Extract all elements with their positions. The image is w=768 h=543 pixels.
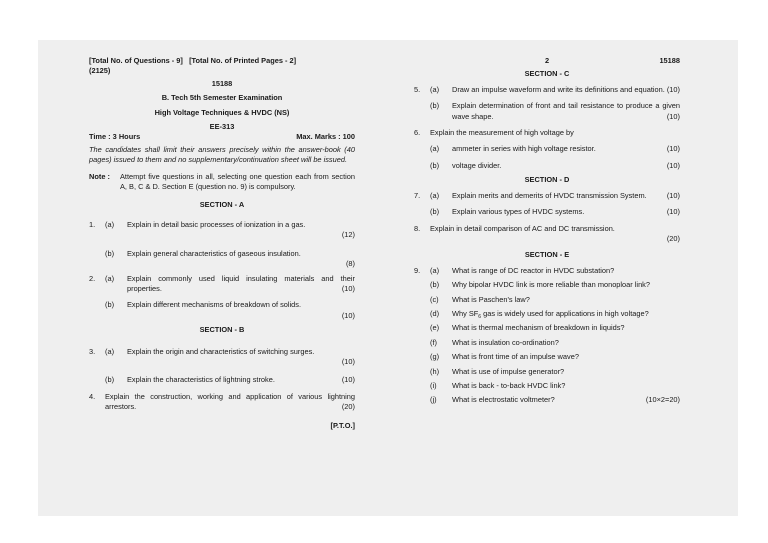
question-text: What is use of impulse generator? [452, 366, 565, 376]
section-b-title: SECTION - B [199, 325, 245, 335]
exam-title: B. Tech 5th Semester Examination [161, 93, 283, 103]
question-text: Explain the measurement of high voltage by [430, 128, 574, 138]
section-e-title: SECTION - E [524, 250, 570, 260]
question-9g: (g) What is front time of an impulse wave? [414, 352, 680, 362]
question-text: What is Paschen's law? [452, 294, 530, 304]
question-text: Explain different mechanisms of breakdown of solids. [127, 300, 302, 310]
marks: (10) [666, 160, 680, 170]
section-a-title: SECTION - A [199, 200, 245, 210]
question-4: 4. Explain the construction, working and application of various lightning arrestors. [89, 391, 355, 412]
page-two-code: 15188 [659, 56, 680, 65]
marks: (10) [341, 283, 355, 293]
question-text: ammeter in series with high voltage resistor. [452, 144, 596, 154]
question-text: Explain in detail basic processes of ionization in a gas. [127, 219, 306, 229]
section-d-title: SECTION - D [524, 175, 570, 185]
question-text: Why bipolar HVDC link is more reliable than monoploar link? [452, 280, 650, 290]
section-c-title: SECTION - C [524, 69, 570, 79]
question-text: Explain the origin and characteristics of switching surges. [127, 346, 315, 356]
question-text: Explain commonly used liquid insulating materials and their properties. [127, 273, 355, 293]
question-7a: 7. (a) Explain merits and demerits of HVDC transmission System. [414, 190, 647, 200]
max-marks: Max. Marks : 100 [296, 132, 355, 142]
marks: (10) [341, 375, 355, 385]
question-2a: 2. (a) Explain commonly used liquid insulating materials and their properties. [89, 273, 355, 293]
marks: (10) [666, 207, 680, 217]
time-label: Time : 3 Hours [89, 132, 141, 142]
marks: (20) [341, 402, 355, 412]
page-one [89, 56, 355, 431]
question-text: Explain the characteristics of lightning stroke. [127, 375, 275, 385]
question-1a: 1. (a) Explain in detail basic processes of ionization in a gas. (12) [89, 219, 355, 240]
instructions: The candidates shall limit their answers precisely within the answer-book (40 pages) issued to them and no supplementary/continuation sheet will be issued. [89, 144, 355, 165]
question-9i: (i) What is back - to-back HVDC link? [414, 381, 680, 391]
question-text: Explain general characteristics of gaseous insulation. [127, 248, 301, 258]
header-counts [89, 56, 355, 66]
question-1b: (b) Explain general characteristics of gaseous insulation. (8) [105, 248, 355, 269]
total-questions: [Total No. of Questions - 9] [89, 56, 183, 65]
text-part: gas is widely used for applications in high voltage? [481, 308, 649, 318]
total-pages: [Total No. of Printed Pages - 2] [189, 56, 297, 65]
question-6: 6. Explain the measurement of high voltage by [414, 128, 680, 138]
question-5b: (b) Explain determination of front and tail resistance to produce a given wave shape. [430, 101, 680, 121]
question-9h: (h) What is use of impulse generator? [414, 367, 680, 377]
question-text: What is front time of an impulse wave? [452, 352, 579, 362]
code-paren: (2125) [89, 66, 111, 76]
question-9f: (f) What is insulation co-ordination? [414, 338, 680, 348]
question-9d: (d) Why $SF_6$ gas is widely used for applications in high voltage? [414, 309, 680, 319]
question-3a: 3. (a) Explain the origin and characteristics of switching surges. (10) [89, 346, 355, 366]
marks: (12) [341, 230, 355, 240]
question-text: What is range of DC reactor in HVDC substation? [452, 265, 615, 275]
note-text: Attempt five questions in all, selecting one question each from section A, B, C & D. Section E (question no. 9) is compulsory. [120, 171, 355, 192]
marks: (10) [341, 356, 355, 366]
subscript: 6 [478, 313, 482, 320]
question-text: Explain the construction, working and application of various lightning arrestors. [105, 391, 355, 412]
time-marks-row [89, 132, 355, 142]
question-text: What is electrostatic voltmeter? [452, 395, 555, 405]
question-text: Explain in detail comparison of AC and DC transmission. [430, 223, 615, 233]
pto-label: [P.T.O.] [330, 420, 355, 430]
question-9a: 9. (a) What is range of DC reactor in HVDC substation? [414, 266, 680, 276]
subject-title: High Voltage Techniques & HVDC (NS) [154, 107, 290, 117]
question-text: Explain determination of front and tail resistance to produce a given wave shape. [452, 101, 680, 121]
question-6b: (b) voltage divider. (10) [430, 160, 680, 170]
marks: (20) [666, 233, 680, 243]
marks: (10) [341, 310, 355, 320]
question-text: What is thermal mechanism of breakdown in liquids? [452, 323, 625, 333]
question-text: Explain various types of HVDC systems. [452, 207, 585, 217]
course-code: EE-313 [209, 122, 235, 132]
question-9j: (j) What is electrostatic voltmeter? (10×2=20) [430, 395, 680, 405]
question-3b: (b) Explain the characteristics of lightning stroke. (10) [105, 375, 355, 385]
marks: (10) [666, 144, 680, 154]
marks: (10) [666, 84, 680, 94]
note [89, 172, 355, 193]
question-9b: (b) Why bipolar HVDC link is more reliable than monoploar link? [414, 280, 680, 290]
page-number: 2 [544, 56, 550, 65]
question-9e: (e) What is thermal mechanism of breakdown in liquids? [414, 323, 680, 333]
page-two-header [414, 56, 680, 66]
question-text: Explain merits and demerits of HVDC transmission System. [452, 190, 647, 200]
question-9c: (c) What is Paschen's law? [414, 295, 680, 305]
marks: (8) [345, 259, 355, 269]
page-two [414, 56, 680, 406]
text-part: Why SF [452, 308, 479, 318]
question-text [452, 309, 680, 319]
question-text: Draw an impulse waveform and write its definitions and equation. [452, 84, 665, 94]
question-7b: (b) Explain various types of HVDC systems. (10) [430, 207, 680, 217]
question-text: What is back - to-back HVDC link? [452, 380, 566, 390]
question-text: What is insulation co-ordination? [452, 337, 559, 347]
marks: (10) [666, 190, 680, 200]
question-8: 8. Explain in detail comparison of AC and DC transmission. (20) [414, 223, 680, 243]
question-2b: (b) Explain different mechanisms of breakdown of solids. (10) [105, 300, 355, 320]
question-text: voltage divider. [452, 160, 502, 170]
marks: (10) [666, 111, 680, 121]
question-6a: (a) ammeter in series with high voltage resistor. (10) [430, 144, 680, 154]
question-5a: 5. (a) Draw an impulse waveform and write its definitions and equation. [414, 84, 665, 94]
paper-code: 15188 [211, 78, 233, 88]
note-label: Note : [89, 171, 110, 181]
marks: (10×2=20) [645, 395, 680, 405]
